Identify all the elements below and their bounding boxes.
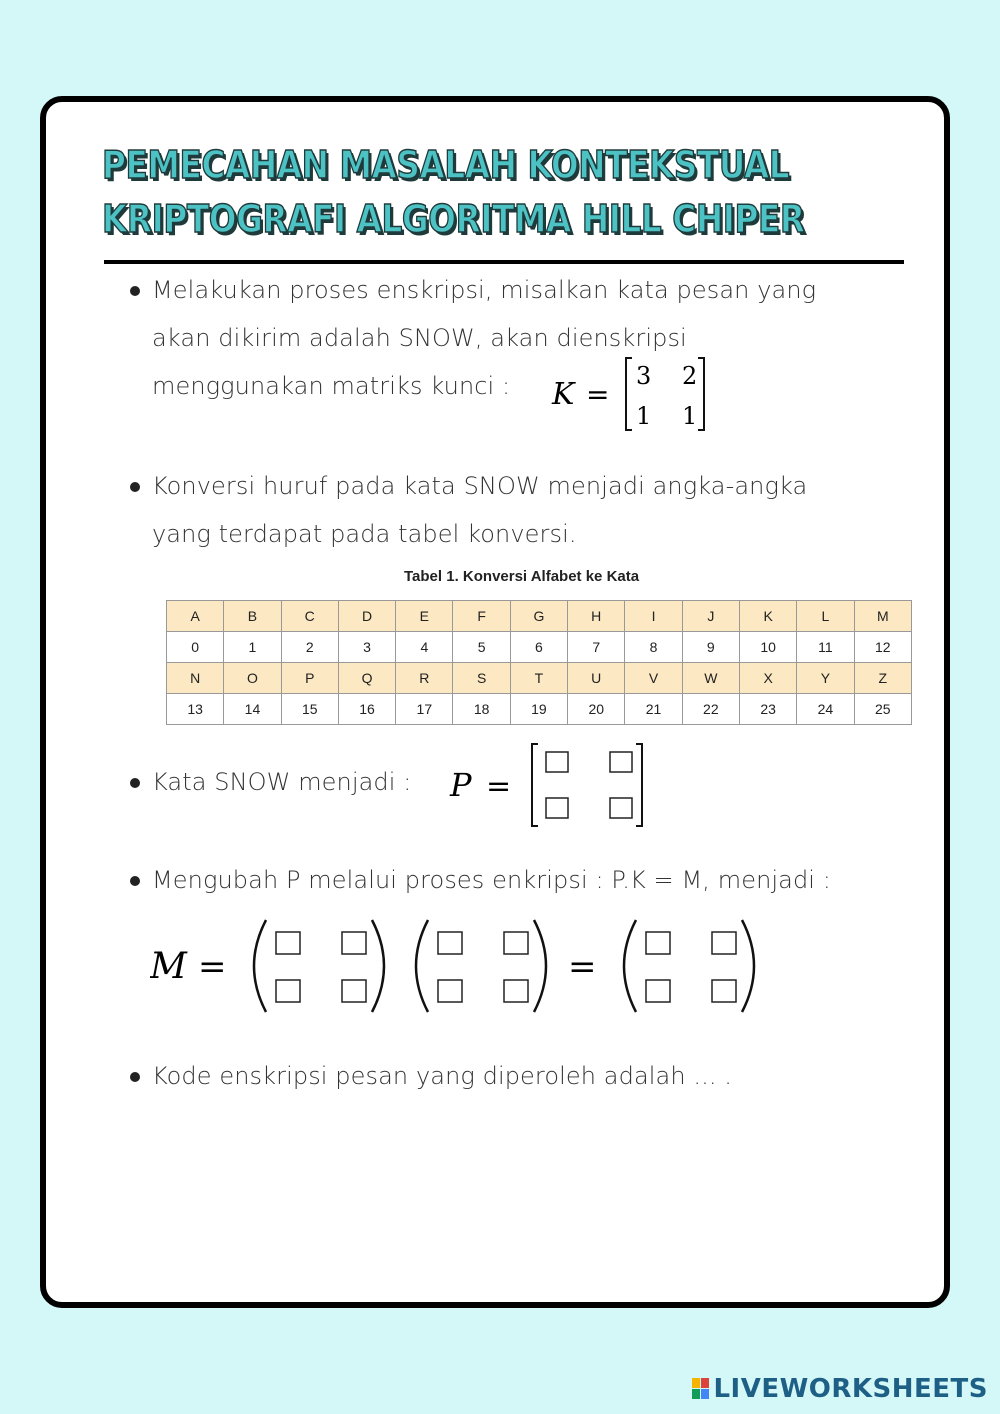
liveworksheets-footer xyxy=(692,1374,988,1404)
table-cell: L xyxy=(797,601,854,632)
table-cell: 20 xyxy=(568,694,625,725)
title-line-1: PEMECAHAN MASALAH KONTEKSTUAL xyxy=(102,143,790,187)
table-cell: X xyxy=(739,663,796,694)
table-cell: 1 xyxy=(224,632,281,663)
table-cell: G xyxy=(510,601,567,632)
table-cell: 23 xyxy=(739,694,796,725)
bullet-2-text: Konversi huruf pada kata SNOW menjadi angka-angka yang terdapat pada tabel konversi. xyxy=(152,472,808,548)
table-cell: 8 xyxy=(625,632,682,663)
key-cell: 1 xyxy=(682,402,698,430)
bullet-dot xyxy=(130,286,140,296)
bullet-dot xyxy=(130,876,140,886)
right-paren xyxy=(372,920,384,1012)
empty-cell xyxy=(610,798,632,818)
table-cell: 15 xyxy=(281,694,338,725)
table-cell: E xyxy=(396,601,453,632)
table-cell: 6 xyxy=(510,632,567,663)
table-cell: W xyxy=(682,663,739,694)
empty-cell xyxy=(504,932,528,954)
table-cell: O xyxy=(224,663,281,694)
liveworksheets-logo-icon xyxy=(692,1378,710,1400)
left-paren xyxy=(254,920,266,1012)
letter-row xyxy=(167,663,912,694)
p-matrix xyxy=(446,740,666,832)
letter-row xyxy=(167,601,912,632)
table-cell: 5 xyxy=(453,632,510,663)
bullet-4-text: Mengubah P melalui proses enkripsi : P.K = M, menjadi : xyxy=(152,866,831,894)
table-cell: S xyxy=(453,663,510,694)
footer-brand: LIVEWORKSHEETS xyxy=(713,1374,988,1404)
table-cell: C xyxy=(281,601,338,632)
table-cell: 10 xyxy=(739,632,796,663)
title-line-2: KRIPTOGRAFI ALGORITMA HILL CHIPER xyxy=(102,197,805,241)
table-cell: 12 xyxy=(854,632,911,663)
table-cell: U xyxy=(568,663,625,694)
table-cell: 2 xyxy=(281,632,338,663)
right-bracket xyxy=(636,744,642,826)
table-cell: 14 xyxy=(224,694,281,725)
empty-cell xyxy=(276,932,300,954)
key-cell: 2 xyxy=(682,362,698,390)
key-symbol: K xyxy=(552,377,575,412)
table-cell: H xyxy=(568,601,625,632)
p-symbol: P xyxy=(450,766,472,804)
table-cell: 18 xyxy=(453,694,510,725)
conversion-table xyxy=(166,600,912,725)
empty-cell xyxy=(646,932,670,954)
table-cell: J xyxy=(682,601,739,632)
table-cell: 22 xyxy=(682,694,739,725)
key-matrix xyxy=(546,352,716,436)
table-cell: 0 xyxy=(167,632,224,663)
bullet-dot xyxy=(130,482,140,492)
table-cell: 11 xyxy=(797,632,854,663)
left-paren xyxy=(416,920,428,1012)
left-bracket xyxy=(626,358,632,430)
table-cell: M xyxy=(854,601,911,632)
empty-cell xyxy=(342,932,366,954)
table-cell: 7 xyxy=(568,632,625,663)
m-equation xyxy=(150,914,770,1018)
table-cell: 21 xyxy=(625,694,682,725)
empty-cell xyxy=(438,980,462,1002)
table-cell: Y xyxy=(797,663,854,694)
table-cell: K xyxy=(739,601,796,632)
table-cell: 9 xyxy=(682,632,739,663)
bullet-3-text: Kata SNOW menjadi : xyxy=(152,768,412,796)
table-cell: 19 xyxy=(510,694,567,725)
table-cell: 25 xyxy=(854,694,911,725)
right-bracket xyxy=(698,358,704,430)
table-cell: 24 xyxy=(797,694,854,725)
table-cell: 17 xyxy=(396,694,453,725)
bullet-5-text: Kode enskripsi pesan yang diperoleh adalah ... . xyxy=(152,1062,733,1090)
left-paren xyxy=(624,920,636,1012)
key-equals: = xyxy=(586,378,610,411)
p-equals: = xyxy=(486,769,512,804)
key-cell: 3 xyxy=(636,362,652,390)
empty-cell xyxy=(546,798,568,818)
empty-cell xyxy=(342,980,366,1002)
empty-cell xyxy=(276,980,300,1002)
empty-cell xyxy=(712,932,736,954)
empty-cell xyxy=(504,980,528,1002)
table-cell: 16 xyxy=(338,694,395,725)
table-cell: A xyxy=(167,601,224,632)
table-cell: T xyxy=(510,663,567,694)
title-divider xyxy=(104,260,904,264)
left-bracket xyxy=(532,744,538,826)
empty-cell xyxy=(610,752,632,772)
m-symbol: M xyxy=(150,946,187,987)
table-cell: B xyxy=(224,601,281,632)
number-row xyxy=(167,694,912,725)
table-cell: Q xyxy=(338,663,395,694)
table-cell: N xyxy=(167,663,224,694)
empty-cell xyxy=(712,980,736,1002)
bullet-dot xyxy=(130,778,140,788)
table-cell: 13 xyxy=(167,694,224,725)
empty-cell xyxy=(646,980,670,1002)
empty-cell xyxy=(438,932,462,954)
table-cell: P xyxy=(281,663,338,694)
right-paren xyxy=(534,920,546,1012)
table-cell: 3 xyxy=(338,632,395,663)
bullet-1-text: Melakukan proses enskripsi, misalkan kata pesan yang akan dikirim adalah SNOW, akan dienskripsi menggunakan matriks kunci : xyxy=(152,276,817,400)
table-cell: R xyxy=(396,663,453,694)
right-paren xyxy=(742,920,754,1012)
table-cell: D xyxy=(338,601,395,632)
worksheet-card xyxy=(40,96,950,1308)
table-cell: V xyxy=(625,663,682,694)
m-equals: = xyxy=(198,947,227,987)
table-caption: Tabel 1. Konversi Alfabet ke Kata xyxy=(404,568,640,585)
empty-cell xyxy=(546,752,568,772)
bullet-dot xyxy=(130,1072,140,1082)
table-cell: Z xyxy=(854,663,911,694)
m-equals-2: = xyxy=(568,947,597,987)
table-cell: F xyxy=(453,601,510,632)
page-title xyxy=(102,138,805,246)
key-cell: 1 xyxy=(636,402,652,430)
table-cell: I xyxy=(625,601,682,632)
number-row xyxy=(167,632,912,663)
table-cell: 4 xyxy=(396,632,453,663)
